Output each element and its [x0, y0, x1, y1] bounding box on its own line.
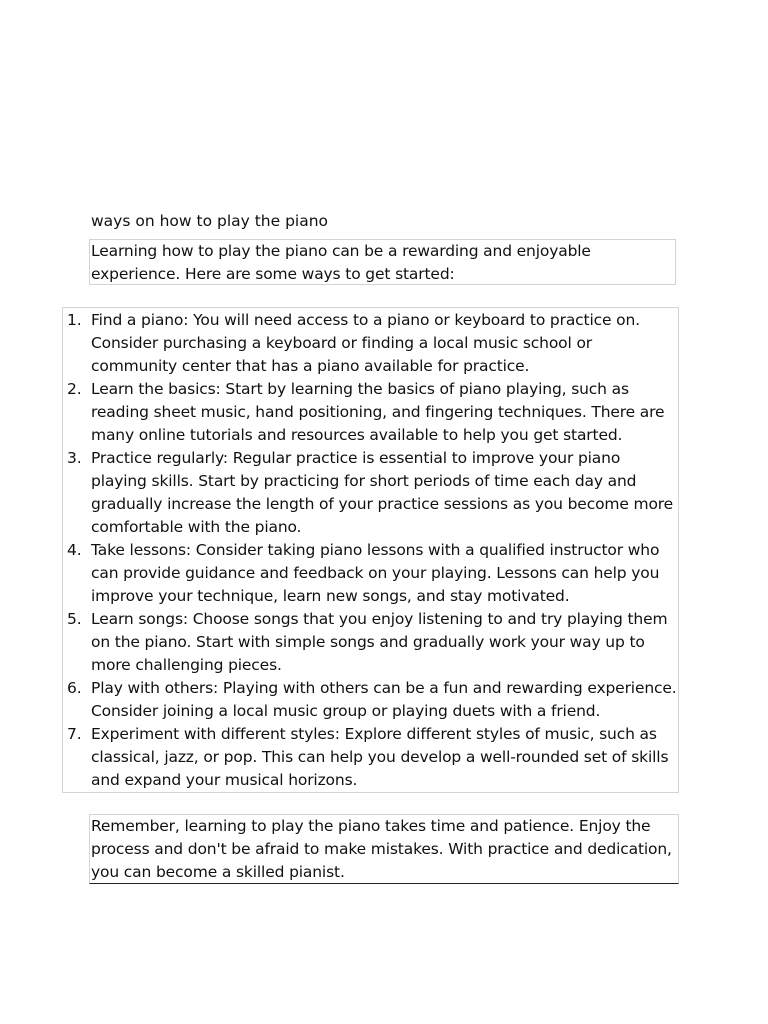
- list-item-text: Learn the basics: Start by learning the basics of piano playing, such as reading sheet music, hand positioning, and fingering techniques. There are many online tutorials and resources available to help you get started.: [91, 380, 665, 444]
- list-item-4: [63, 539, 678, 608]
- list-item-1: [63, 309, 678, 378]
- list-item-text: Experiment with different styles: Explore different styles of music, such as classical, jazz, or pop. This can help you develop a well-rounded set of skills and expand your musical horizons.: [91, 725, 669, 789]
- list-item-text: Play with others: Playing with others can be a fun and rewarding experience. Consider joining a local music group or playing duets with a friend.: [91, 679, 677, 720]
- list-item-number: 3.: [67, 449, 82, 467]
- intro-paragraph: Learning how to play the piano can be a rewarding and enjoyable experience. Here are some ways to get started:: [91, 242, 591, 283]
- list-item-text: Find a piano: You will need access to a piano or keyboard to practice on. Consider purchasing a keyboard or finding a local music school or community center that has a piano available for practice.: [91, 311, 640, 375]
- list-item-7: [63, 723, 678, 792]
- closing-paragraph: Remember, learning to play the piano takes time and patience. Enjoy the process and don't be afraid to make mistakes. With practice and dedication, you can become a skilled pianist.: [91, 817, 672, 881]
- list-item-number: 2.: [67, 380, 82, 398]
- closing-paragraph-box: [89, 814, 679, 884]
- document-title: ways on how to play the piano: [91, 212, 329, 230]
- list-item-text: Take lessons: Consider taking piano lessons with a qualified instructor who can provide guidance and feedback on your playing. Lessons can help you improve your technique, learn new songs, and stay motivated.: [91, 541, 660, 605]
- steps-list: [63, 309, 678, 792]
- list-item-5: [63, 608, 678, 677]
- list-item-number: 1.: [67, 311, 82, 329]
- list-item-6: [63, 677, 678, 723]
- list-item-text: Practice regularly: Regular practice is essential to improve your piano playing skills. Start by practicing for short periods of time each day and gradually increase the length of your practice sessions as you become more comfortable with the piano.: [91, 449, 674, 536]
- list-item-2: [63, 378, 678, 447]
- steps-list-box: [62, 307, 679, 793]
- list-item-number: 4.: [67, 541, 82, 559]
- intro-paragraph-box: [89, 239, 676, 285]
- list-item-number: 5.: [67, 610, 82, 628]
- list-item-number: 6.: [67, 679, 82, 697]
- list-item-text: Learn songs: Choose songs that you enjoy listening to and try playing them on the piano. Start with simple songs and gradually work your way up to more challenging pieces.: [91, 610, 668, 674]
- list-item-3: [63, 447, 678, 539]
- list-item-number: 7.: [67, 725, 82, 743]
